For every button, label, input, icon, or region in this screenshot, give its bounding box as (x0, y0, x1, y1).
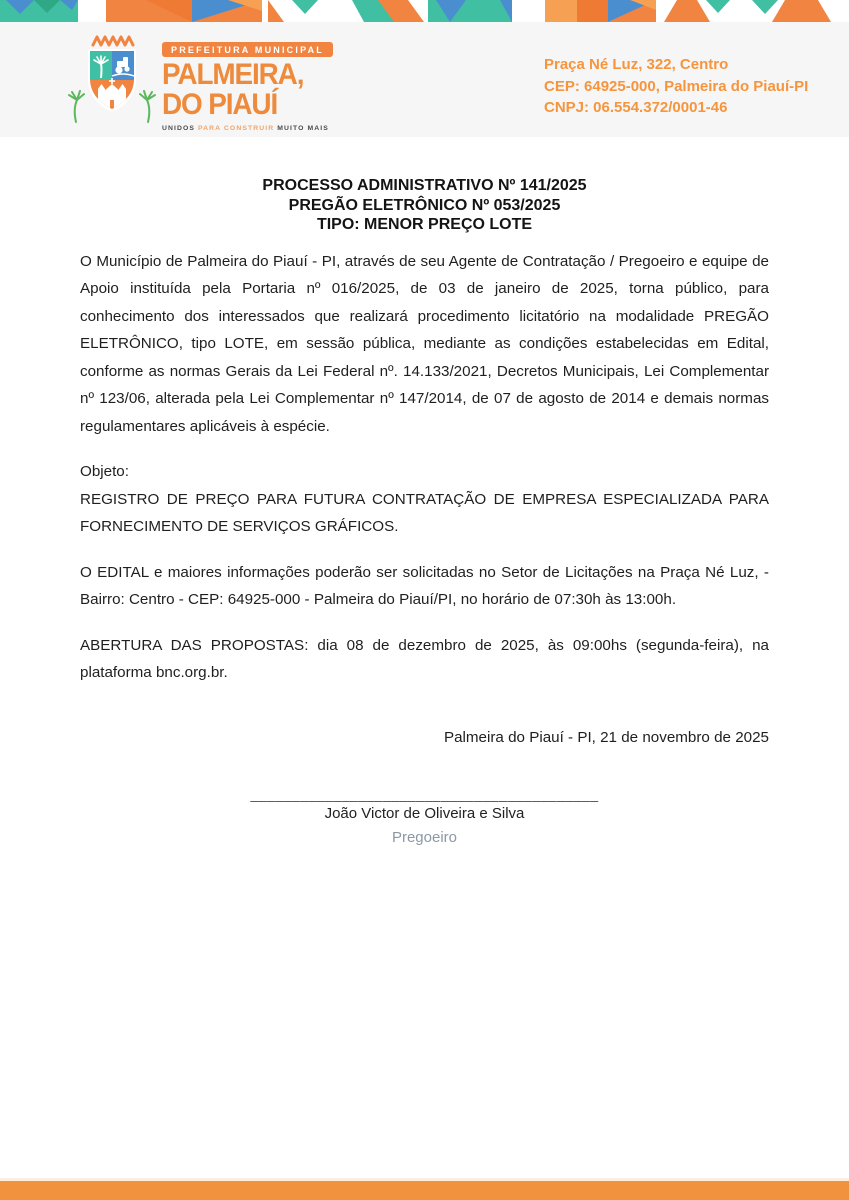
tagline-end: MUITO MAIS (277, 125, 329, 132)
prefeitura-badge: PREFEITURA MUNICIPAL (162, 42, 333, 57)
municipality-tagline (162, 125, 382, 132)
municipality-name-line2: DO PIAUÍ (162, 88, 278, 121)
object-text: REGISTRO DE PREÇO PARA FUTURA CONTRATAÇÃO DE EMPRESA ESPECIALIZADA PARA FORNECIMENTO DE SERVIÇOS GRÁFICOS. (80, 490, 769, 535)
signature-rule: __________________________________________ (250, 785, 599, 802)
title-processo: PROCESSO ADMINISTRATIVO Nº 141/2025 (262, 177, 587, 194)
date-line: Palmeira do Piauí - PI, 21 de novembro de 2025 (443, 728, 769, 746)
contact-cep: CEP: 64925-000, Palmeira do Piauí-PI (544, 77, 809, 95)
tagline-mid: PARA CONSTRUIR (198, 125, 278, 132)
municipality-name-line1: PALMEIRA, (162, 58, 304, 91)
title-tipo: TIPO: MENOR PREÇO LOTE (316, 216, 533, 233)
decorative-triangle-band-icon (0, 0, 849, 22)
contact-cnpj: CNPJ: 06.554.372/0001-46 (544, 99, 728, 116)
intro-paragraph: O Município de Palmeira do Piauí - PI, através de seu Agente de Contratação / Pregoeiro e equipe de Apoio instituída pela Portaria nº 016/2025, de 03 de janeiro de 2025, torna público, para conhecimento dos interessados que realizará procedimento licitatório na modalidade PREGÃO ELETRÔNICO, tipo LOTE, em sessão pública, mediante as condições estabelecidas em Edital, conforme as normas Gerais da Lei Federal nº. 14.133/2021, Decretos Municipais, Lei Complementar nº 123/06, alterada pela Lei Complementar nº 147/2014, de 07 de agosto de 2014 e demais normas regulamentares aplicáveis à espécie. (80, 252, 769, 435)
document-content (80, 176, 769, 846)
abertura-paragraph: ABERTURA DAS PROPOSTAS: dia 08 de dezembro de 2025, às 09:00hs (segunda-feira), na plataforma bnc.org.br. (80, 636, 769, 681)
municipal-crest-logo-icon (62, 34, 162, 134)
signature-role: Pregoeiro (391, 828, 458, 846)
title-pregao: PREGÃO ELETRÔNICO Nº 053/2025 (288, 196, 561, 214)
edital-paragraph: O EDITAL e maiores informações poderão ser solicitadas no Setor de Licitações na Praça Né Luz, - Bairro: Centro - CEP: 64925-000 - Palmeira do Piauí/PI, no horário de 07:30h às 13:00h. (80, 563, 769, 608)
object-label: Objeto: (80, 463, 129, 480)
document-title (80, 176, 769, 235)
header-contact-block (544, 54, 808, 119)
signature-block (80, 786, 769, 846)
contact-address: Praça Né Luz, 322, Centro (544, 56, 729, 73)
tagline-start: UNIDOS (162, 125, 199, 132)
municipality-wordmark (162, 40, 382, 132)
signature-name: João Victor de Oliveira e Silva (324, 804, 525, 822)
bottom-orange-bar (0, 1178, 849, 1200)
